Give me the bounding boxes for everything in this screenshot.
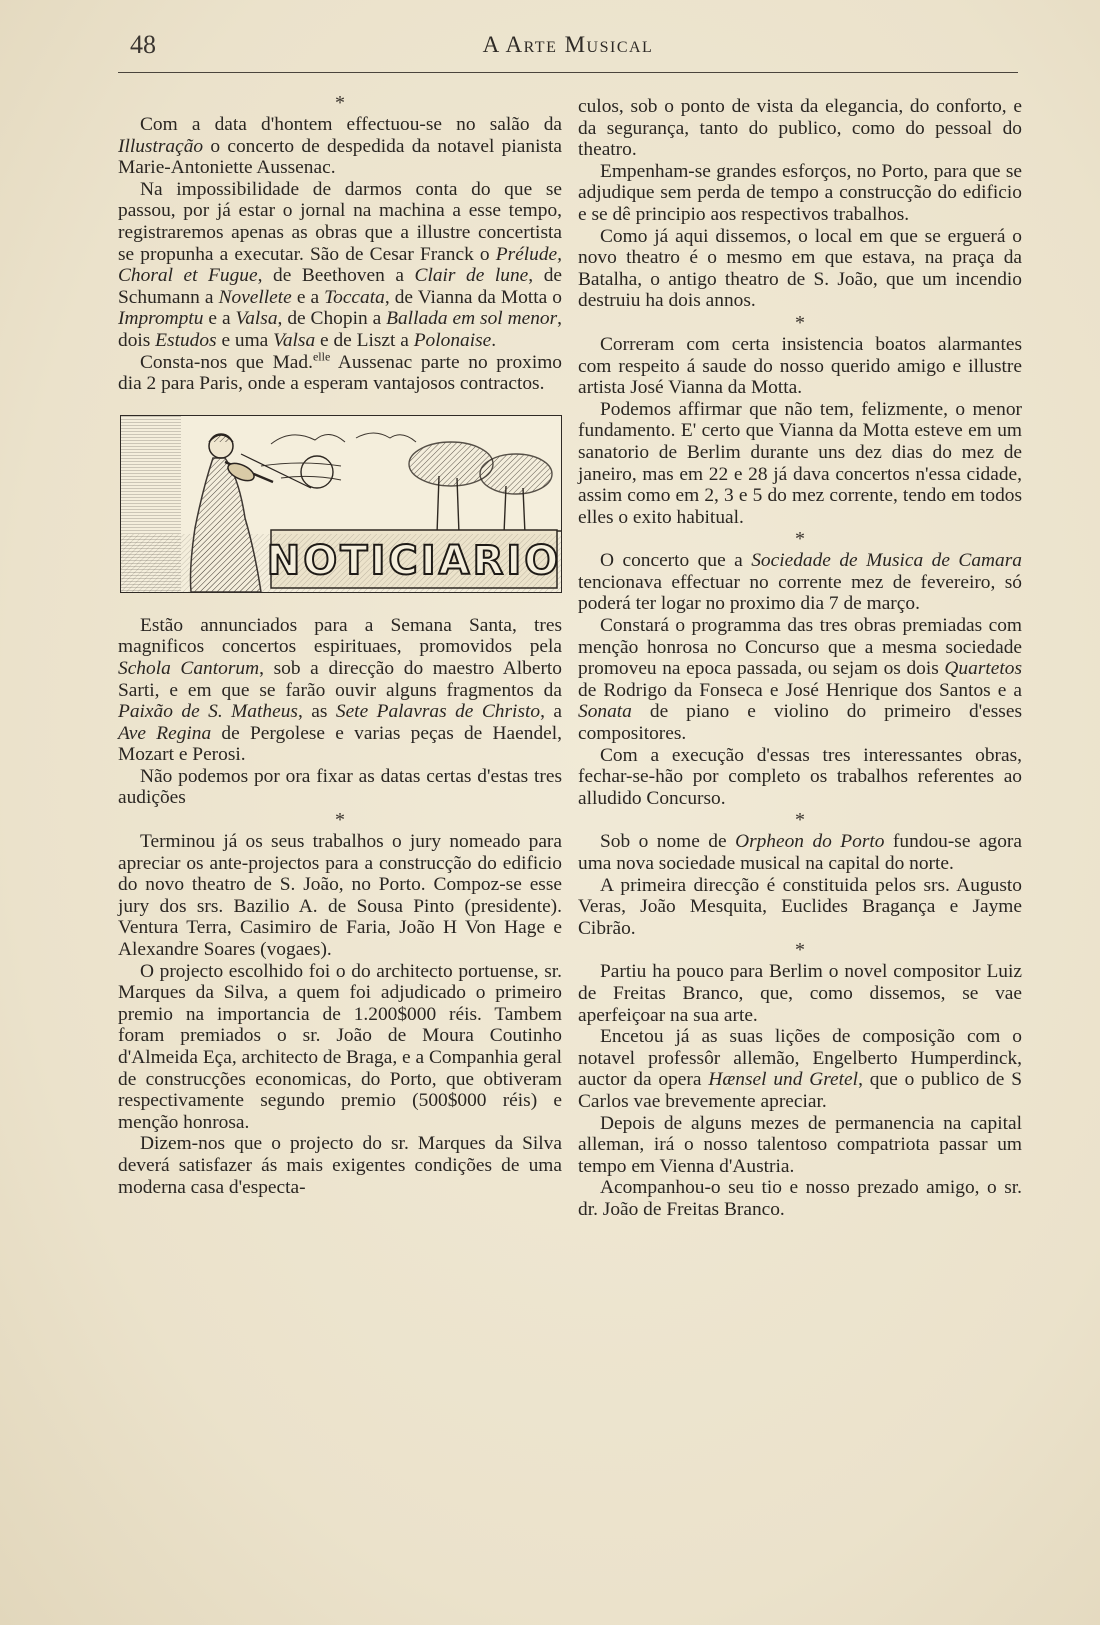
section-separator: * xyxy=(795,528,805,551)
section-separator: * xyxy=(795,311,805,334)
news-paragraph: Na impossibilidade de darmos conta do que se passou, por já estar o jornal na machina a esse tempo, registraremos apenas as obras que a illustre concertista se propunha a executar. São de Cesar Franck o Prélude, Choral et Fugue, de Beethoven a Clair de lune, de Schumann a Novellete e a Toccata, de Vianna da Motta o Impromptu e a Valsa, de Chopin a Ballada em sol menor, dois Estudos e uma Valsa e de Liszt a Polonaise. xyxy=(118,178,563,351)
news-paragraph: Sob o nome de Orpheon do Porto fundou-se agora uma nova sociedade musical na capital do norte. xyxy=(578,831,1022,874)
header-rule xyxy=(118,72,1018,73)
news-paragraph: culos, sob o ponto de vista da elegancia, do conforto, e da segurança, tanto do publico, como do pessoal do theatro. xyxy=(578,96,1022,161)
news-paragraph: Depois de alguns mezes de permanencia na capital alleman, irá o nosso talentoso compatriota passar um tempo em Vienna d'Austria. xyxy=(578,1112,1022,1177)
news-paragraph: Com a data d'hontem effectuou-se no salão da Illustração o concerto de despedida da notavel pianista Marie-Antoniette Aussenac. xyxy=(118,114,562,179)
news-paragraph: Como já aqui dissemos, o local em que se erguerá o novo theatro é o mesmo em que estava, na praça da Batalha, o antigo theatro de S. João, que um incendio destruiu ha dois annos. xyxy=(578,225,1022,312)
news-paragraph: A primeira direcção é constituida pelos srs. Augusto Veras, João Mesquita, Euclides Bragança e Jayme Cibrão. xyxy=(578,874,1022,939)
news-paragraph: Acompanhou-o seu tio e nosso prezado amigo, o sr. dr. João de Freitas Branco. xyxy=(578,1177,1022,1220)
news-paragraph: Com a execução d'essas tres interessantes obras, fechar-se-hão por completo os trabalhos referentes ao alludido Concurso. xyxy=(578,744,1022,809)
news-paragraph: Consta-nos que Mad.$^{elle}$ Aussenac parte no proximo dia 2 para Paris, onde a esperam vantajosos contractos. xyxy=(118,349,563,395)
noticiario-vignette xyxy=(120,415,562,593)
news-paragraph: Podemos affirmar que não tem, felizmente, o menor fundamento. E' certo que Vianna da Motta esteve em um sanatorio de Berlim durante uns dez dias do mez de janeiro, mas em 22 e 28 já dava concertos n'essa cidade, assim como em 2, 3 e 5 do mez corrente, tendo em todos elles o exito habitual. xyxy=(578,398,1022,528)
news-paragraph: O projecto escolhido foi o do architecto portuense, sr. Marques da Silva, a quem foi adjudicado o primeiro premio na importancia de 1.200$000 réis. Tambem foram premiados o sr. João de Moura Coutinho d'Almeida Eça, architecto de Braga, e a Companhia geral de construcções economicas, do Porto, que obtiveram respectivamente segundo premio (500$000 réis) e menção honrosa. xyxy=(118,960,562,1133)
left-column xyxy=(118,92,562,1198)
right-column xyxy=(578,96,1022,1221)
section-separator: * xyxy=(335,809,345,832)
page-header xyxy=(118,28,1018,62)
page-number: 48 xyxy=(130,30,156,59)
news-paragraph: Partiu ha pouco para Berlim o novel compositor Luiz de Freitas Branco, que, como dissemos, se vae aperfeiçoar na sua arte. xyxy=(578,961,1022,1026)
news-paragraph: Encetou já as suas lições de composição com o notavel professôr allemão, Engelberto Humperdinck, auctor da opera Hænsel und Gretel, que o publico de S Carlos vae brevemente apreciar. xyxy=(578,1026,1023,1112)
vignette-caption: NOTICIARIO xyxy=(266,537,561,584)
news-paragraph: Constará o programma das tres obras premiadas com menção honrosa no Concurso que a mesma sociedade promoveu na epoca passada, ou sejam os dois Quartetos de Rodrigo da Fonseca e José Henrique dos Santos e a Sonata de piano e violino do primeiro d'esses compositores. xyxy=(578,615,1022,745)
news-paragraph: Dizem-nos que o projecto do sr. Marques da Silva deverá satisfazer ás mais exigentes condições de uma moderna casa d'especta- xyxy=(118,1133,562,1198)
journal-title: A Arte Musical xyxy=(482,32,654,57)
news-paragraph: Empenham-se grandes esforços, no Porto, para que se adjudique sem perda de tempo a construcção do edificio e se dê principio aos respectivos trabalhos. xyxy=(578,160,1022,225)
section-separator: * xyxy=(795,939,805,962)
section-separator: * xyxy=(335,92,345,114)
news-paragraph: Não podemos por ora fixar as datas certas d'estas tres audições xyxy=(118,765,562,809)
violinist-illustration xyxy=(121,416,561,592)
news-paragraph: Estão annunciados para a Semana Santa, tres magnificos concertos espirituaes, promovidos pela Schola Cantorum, sob a direcção do maestro Alberto Sarti, e em que se farão ouvir alguns fragmentos da Paixão de S. Matheus, as Sete Palavras de Christo, a Ave Regina de Pergolese e varias peças de Haendel, Mozart e Perosi. xyxy=(118,614,563,766)
news-paragraph: Terminou já os seus trabalhos o jury nomeado para apreciar os ante-projectos para a construcção do edificio do novo theatro de S. João, no Porto. Compoz-se esse jury dos srs. Bazilio A. de Sousa Pinto (presidente). Ventura Terra, Casimiro de Faria, João H Von Hage e Alexandre Soares (vogaes). xyxy=(118,831,562,961)
news-paragraph: O concerto que a Sociedade de Musica de Camara tencionava effectuar no corrente mez de fevereiro, só poderá ter logar no proximo dia 7 de março. xyxy=(578,550,1022,615)
section-separator: * xyxy=(795,809,805,832)
news-paragraph: Correram com certa insistencia boatos alarmantes com respeito á saude do nosso querido amigo e illustre artista José Vianna da Motta. xyxy=(578,333,1022,399)
